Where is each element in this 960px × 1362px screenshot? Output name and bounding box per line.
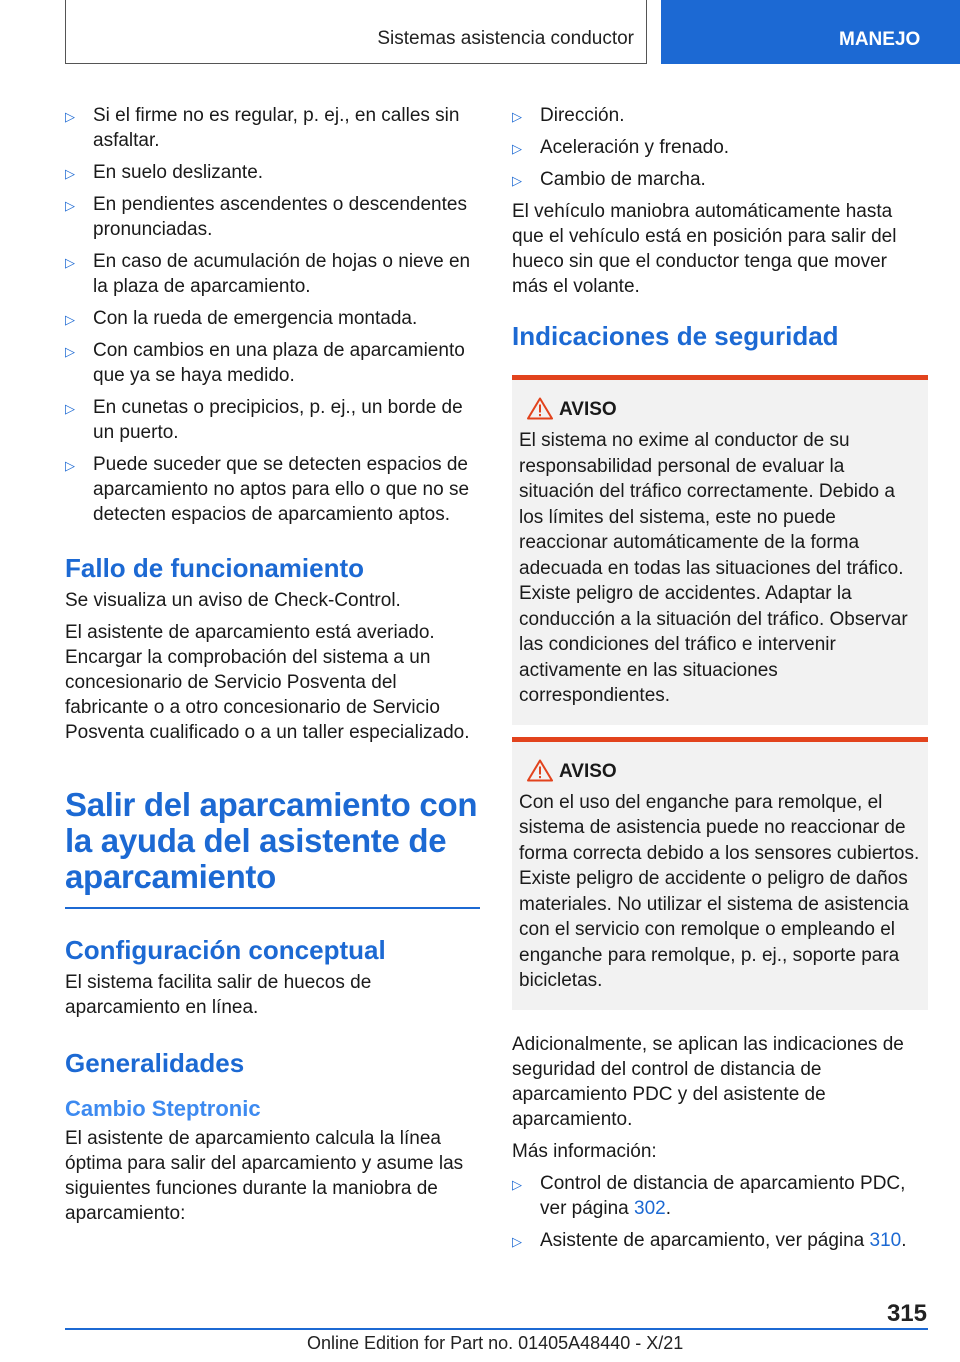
bullet-triangle-icon: ▷ bbox=[512, 109, 522, 124]
header-box bbox=[65, 0, 647, 64]
bullet-triangle-icon: ▷ bbox=[65, 344, 75, 359]
chapter-tab[interactable] bbox=[661, 0, 960, 64]
heading-config: Configuración conceptual bbox=[65, 934, 386, 965]
chapter-tab-label: MANEJO bbox=[839, 29, 921, 50]
heading-steptronic: Cambio Steptronic bbox=[65, 1095, 261, 1121]
list-item: ▷ Con cambios en una plaza de aparcamiento que ya se haya medido. bbox=[65, 340, 465, 386]
bullet-triangle-icon: ▷ bbox=[65, 109, 75, 124]
heading-seguridad: Indicaciones de seguridad bbox=[512, 321, 839, 351]
warning-text: El sistema no exime al conductor de su responsabilidad personal de evaluar la situación del tráfico correctamente. Debido a los límites del sistema, este no puede reaccionar automáticamente de la forma adecuada en todas las situaciones del tráfico. Existe peligro de accidentes. Adaptar la conducción a la situación del tráfico. Observar las condiciones del tráfico e intervenir activamente en las situaciones correspondientes. bbox=[519, 430, 908, 706]
bullet-triangle-icon: ▷ bbox=[512, 1233, 522, 1249]
header-section-title: Sistemas asistencia conductor bbox=[377, 28, 634, 49]
bullet-triangle-icon: ▷ bbox=[65, 198, 75, 213]
heading-generalidades: Generalidades bbox=[65, 1047, 245, 1078]
bullet-triangle-icon: ▷ bbox=[65, 458, 75, 473]
list-item: ▷ Cambio de marcha. bbox=[512, 167, 928, 192]
bullet-triangle-icon: ▷ bbox=[65, 401, 75, 416]
footer-edition: Online Edition for Part no. 01405A48440 - X/21 bbox=[307, 1333, 684, 1353]
bullet-triangle-icon: ▷ bbox=[512, 1176, 522, 1192]
list-item: ▷ Si el firme no es regular, p. ej., en calles sin asfaltar. bbox=[65, 105, 460, 151]
warning-title: AVISO bbox=[519, 760, 921, 784]
page-link-310[interactable]: 310 bbox=[869, 1229, 902, 1251]
warning-text: Con el uso del enganche para remolque, el sistema de asistencia puede no reaccionar de forma correcta debido a los sensores cubiertos. Existe peligro de accidente o peligro de daños materiales. No utilizar el sistema de asistencia con el servicio con remolque o empleando el enganche para remolque, p. ej., soporte para bicicletas. bbox=[519, 791, 920, 991]
paragraph: El asistente de aparcamiento está averiado. Encargar la comprobación del sistema a un concesionario de Servicio Posventa del fabricante o a otro concesionario de Servicio Posventa cualificado o a un taller especializado. bbox=[65, 622, 470, 743]
paragraph: El vehículo maniobra automáticamente hasta que el vehículo está en posición para salir del hueco sin que el conductor tenga que mover más el volante. bbox=[512, 201, 897, 297]
bullet-triangle-icon: ▷ bbox=[512, 141, 522, 156]
paragraph: El asistente de aparcamiento calcula la línea óptima para salir del aparcamiento y asume las siguientes funciones durante la maniobra de aparcamiento: bbox=[65, 1127, 464, 1224]
bullet-triangle-icon: ▷ bbox=[512, 173, 522, 188]
list-item: ▷ Aceleración y frenado. bbox=[512, 135, 928, 160]
heading-divider bbox=[65, 907, 480, 909]
paragraph: Se visualiza un aviso de Check-Control. bbox=[65, 590, 401, 611]
list-item: ▷ Dirección. bbox=[512, 103, 928, 128]
list-item: ▷ En cunetas o precipicios, p. ej., un borde de un puerto. bbox=[65, 397, 463, 443]
right-column bbox=[512, 103, 928, 1260]
bullet-triangle-icon: ▷ bbox=[65, 166, 75, 181]
warning-box bbox=[512, 375, 928, 725]
list-item: ▷ Asistente de aparcamiento, ver página 310. bbox=[512, 1228, 928, 1253]
chapter-heading: Salir del aparcamiento con la ayuda del asistente de aparcamiento bbox=[65, 786, 478, 895]
list-item: ▷ En caso de acumulación de hojas o nieve en la plaza de aparcamiento. bbox=[65, 251, 471, 297]
paragraph: Adicionalmente, se aplican las indicaciones de seguridad del control de distancia de aparcamiento PDC y del asistente de aparcamiento. bbox=[512, 1033, 904, 1130]
warning-box bbox=[512, 737, 928, 1010]
paragraph: Más información: bbox=[512, 1140, 657, 1162]
list-item: ▷ En pendientes ascendentes o descendentes pronunciadas. bbox=[65, 194, 467, 240]
left-column bbox=[65, 103, 480, 1233]
bullet-triangle-icon: ▷ bbox=[65, 255, 75, 270]
heading-fallo: Fallo de funcionamiento bbox=[65, 553, 365, 583]
list-item: ▷ Puede suceder que se detecten espacios de aparcamiento no aptos para ello o que no se detecten espacios de aparcamiento aptos. bbox=[65, 454, 470, 525]
footer-divider bbox=[65, 1328, 928, 1330]
bullet-triangle-icon: ▷ bbox=[65, 312, 75, 327]
list-item: ▷ Con la rueda de emergencia montada. bbox=[65, 306, 480, 331]
page-number: 315 bbox=[886, 1300, 927, 1327]
warning-triangle-icon bbox=[527, 397, 553, 420]
list-item: ▷ En suelo deslizante. bbox=[65, 160, 480, 185]
list-item: ▷ Control de distancia de aparcamiento PDC, ver página 302. bbox=[512, 1172, 906, 1219]
page-link-302[interactable]: 302 bbox=[634, 1197, 666, 1219]
warning-title: AVISO bbox=[519, 398, 921, 422]
paragraph: El sistema facilita salir de huecos de aparcamiento en línea. bbox=[65, 971, 372, 1018]
warning-triangle-icon bbox=[527, 759, 553, 782]
